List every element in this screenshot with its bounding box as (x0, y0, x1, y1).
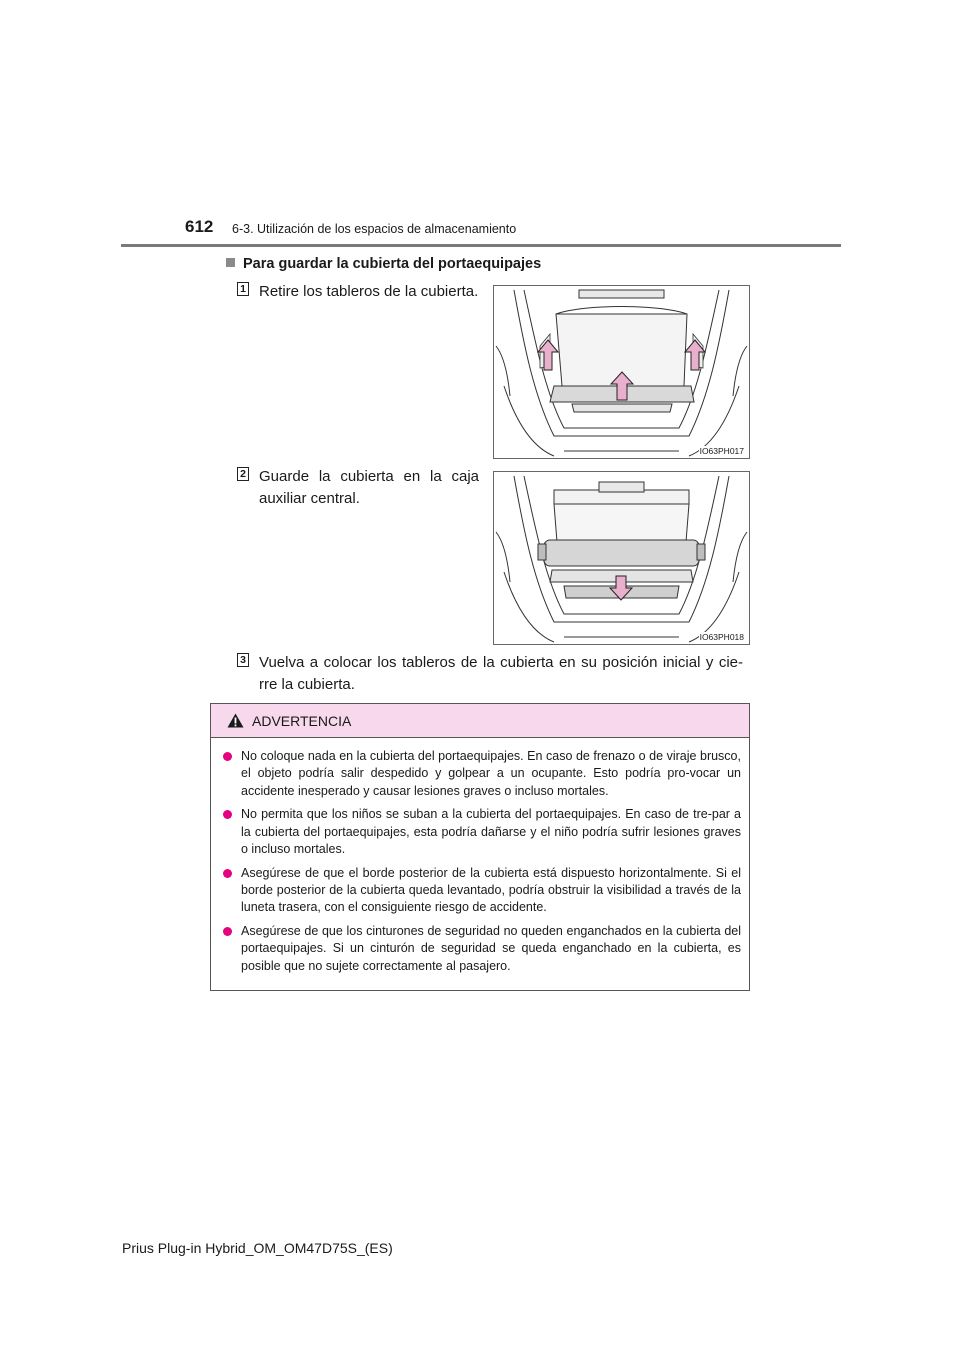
warning-item-text: No coloque nada en la cubierta del portaequipajes. En caso de frenazo o de viraje brusco, el objeto podría salir despedido y golpear a un ocupante. Esto podría pro-vocar un accidente inesperado y causar lesiones graves o incluso mortales. (241, 749, 741, 798)
trunk-illustration-2 (494, 472, 749, 644)
warning-list (211, 738, 749, 975)
bullet-dot-icon (223, 927, 232, 936)
step-text-3: Vuelva a colocar los tableros de la cubierta en su posición inicial y cie-rre la cubierta. (259, 654, 743, 693)
bullet-dot-icon (223, 810, 232, 819)
step-number-1: 1 (237, 282, 249, 296)
warning-header (211, 704, 749, 738)
warning-triangle-icon (227, 713, 244, 728)
subheading (226, 256, 541, 272)
square-bullet-icon (226, 258, 235, 267)
warning-box (210, 703, 750, 991)
trunk-illustration-1 (494, 286, 749, 458)
warning-item-text: No permita que los niños se suban a la cubierta del portaequipajes. En caso de tre-par a la cubierta del portaequipajes, esta podría dañarse y el niño podría sufrir lesiones graves o incluso mortales. (241, 807, 741, 856)
footer-doc-id: Prius Plug-in Hybrid_OM_OM47D75S_(ES) (122, 1240, 393, 1256)
step-number-2: 2 (237, 467, 249, 481)
trunk-figure-1 (493, 285, 750, 459)
step-text-2: Guarde la cubierta en la caja auxiliar central. (259, 468, 479, 507)
header-divider (121, 244, 841, 247)
warning-item (223, 806, 741, 858)
warning-item-text: Asegúrese de que el borde posterior de la cubierta está dispuesto horizontalmente. Si el borde posterior de la cubierta queda levantado, podría obstruir la visibilidad a través de la luneta trasera, con el consiguiente riesgo de accidente. (241, 865, 741, 915)
step-number-3: 3 (237, 653, 249, 667)
warning-item (223, 748, 741, 800)
page-number: 612 (185, 217, 214, 236)
warning-item (223, 865, 741, 917)
warning-title: ADVERTENCIA (252, 712, 352, 729)
warning-item (223, 923, 741, 975)
step-text-1: Retire los tableros de la cubierta. (259, 283, 479, 300)
figure-code: IO63PH017 (699, 446, 744, 456)
subheading-text: Para guardar la cubierta del portaequipajes (243, 256, 542, 272)
bullet-dot-icon (223, 752, 232, 761)
bullet-dot-icon (223, 869, 232, 878)
trunk-figure-2 (493, 471, 750, 645)
section-title: 6-3. Utilización de los espacios de almacenamiento (232, 222, 517, 236)
figure-code: IO63PH018 (699, 632, 744, 642)
warning-item-text: Asegúrese de que los cinturones de seguridad no queden enganchados en la cubierta del portaequipajes. Si un cinturón de seguridad se queda enganchado en la cubierta, es posible que no sujete correctamente al pasajero. (241, 924, 741, 973)
